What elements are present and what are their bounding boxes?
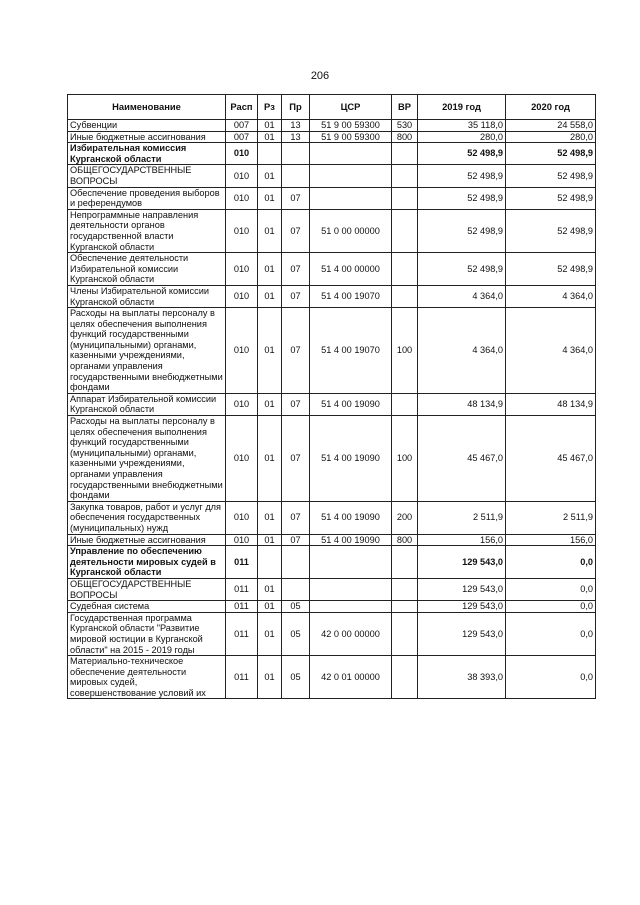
cell-rz: 01 bbox=[258, 656, 282, 699]
cell-rasp: 007 bbox=[226, 131, 258, 143]
table-row bbox=[68, 656, 596, 699]
cell-name: Закупка товаров, работ и услуг для обеспечения государственных (муниципальных) нужд bbox=[68, 501, 226, 534]
cell-pr: 07 bbox=[282, 534, 310, 546]
cell-2019: 4 364,0 bbox=[418, 308, 506, 394]
cell-csr: 51 4 00 19090 bbox=[310, 501, 392, 534]
cell-pr: 07 bbox=[282, 285, 310, 307]
cell-pr: 07 bbox=[282, 253, 310, 286]
cell-vr bbox=[392, 143, 418, 165]
cell-csr bbox=[310, 187, 392, 209]
cell-2019: 38 393,0 bbox=[418, 656, 506, 699]
table-row bbox=[68, 209, 596, 252]
cell-rz: 01 bbox=[258, 131, 282, 143]
cell-csr: 51 4 00 00000 bbox=[310, 253, 392, 286]
cell-rz: 01 bbox=[258, 187, 282, 209]
cell-rasp: 010 bbox=[226, 253, 258, 286]
cell-rasp: 010 bbox=[226, 308, 258, 394]
cell-rasp: 010 bbox=[226, 143, 258, 165]
cell-rz: 01 bbox=[258, 612, 282, 655]
col-header-rz: Рз bbox=[258, 95, 282, 120]
cell-2019: 280,0 bbox=[418, 131, 506, 143]
cell-csr bbox=[310, 546, 392, 579]
cell-rasp: 011 bbox=[226, 578, 258, 600]
cell-name: Обеспечение деятельности Избирательной комиссии Курганской области bbox=[68, 253, 226, 286]
table-row bbox=[68, 165, 596, 187]
cell-rasp: 007 bbox=[226, 120, 258, 132]
table-row bbox=[68, 601, 596, 613]
cell-name: Расходы на выплаты персоналу в целях обеспечения выполнения функций государственными (муниципальными) органами, казенными учреждениями, органами управления государственными внебюджетными фондами bbox=[68, 416, 226, 502]
cell-pr: 13 bbox=[282, 131, 310, 143]
page-number: 206 bbox=[310, 70, 330, 82]
col-header-name: Наименование bbox=[68, 95, 226, 120]
cell-2020: 280,0 bbox=[506, 131, 596, 143]
cell-vr bbox=[392, 612, 418, 655]
cell-rasp: 010 bbox=[226, 416, 258, 502]
cell-name: Судебная система bbox=[68, 601, 226, 613]
table-row bbox=[68, 285, 596, 307]
cell-csr: 51 4 00 19090 bbox=[310, 416, 392, 502]
cell-vr bbox=[392, 578, 418, 600]
table-row bbox=[68, 131, 596, 143]
cell-pr bbox=[282, 546, 310, 579]
cell-rz: 01 bbox=[258, 165, 282, 187]
budget-table bbox=[67, 94, 596, 699]
cell-csr: 51 4 00 19070 bbox=[310, 308, 392, 394]
cell-rz: 01 bbox=[258, 253, 282, 286]
cell-vr: 800 bbox=[392, 131, 418, 143]
cell-csr bbox=[310, 578, 392, 600]
cell-rz: 01 bbox=[258, 209, 282, 252]
table-row bbox=[68, 546, 596, 579]
col-header-rasp: Расп bbox=[226, 95, 258, 120]
cell-name: Субвенции bbox=[68, 120, 226, 132]
cell-2019: 52 498,9 bbox=[418, 209, 506, 252]
cell-csr: 51 4 00 19070 bbox=[310, 285, 392, 307]
cell-rz: 01 bbox=[258, 285, 282, 307]
cell-pr bbox=[282, 165, 310, 187]
cell-vr bbox=[392, 393, 418, 415]
cell-rz: 01 bbox=[258, 501, 282, 534]
cell-vr: 530 bbox=[392, 120, 418, 132]
cell-csr: 51 0 00 00000 bbox=[310, 209, 392, 252]
cell-csr: 51 4 00 19090 bbox=[310, 393, 392, 415]
cell-csr bbox=[310, 601, 392, 613]
cell-vr: 200 bbox=[392, 501, 418, 534]
cell-vr: 800 bbox=[392, 534, 418, 546]
cell-csr: 51 9 00 59300 bbox=[310, 120, 392, 132]
cell-pr: 07 bbox=[282, 416, 310, 502]
cell-name: Иные бюджетные ассигнования bbox=[68, 131, 226, 143]
cell-name: Обеспечение проведения выборов и референдумов bbox=[68, 187, 226, 209]
cell-pr: 05 bbox=[282, 656, 310, 699]
cell-csr: 42 0 01 00000 bbox=[310, 656, 392, 699]
table-row bbox=[68, 187, 596, 209]
cell-name: Управление по обеспечению деятельности мировых судей в Курганской области bbox=[68, 546, 226, 579]
cell-csr bbox=[310, 143, 392, 165]
cell-rz: 01 bbox=[258, 416, 282, 502]
col-header-vr: ВР bbox=[392, 95, 418, 120]
cell-name: Государственная программа Курганской области "Развитие мировой юстиции в Курганской области" на 2015 - 2019 годы bbox=[68, 612, 226, 655]
table-row bbox=[68, 253, 596, 286]
cell-rasp: 011 bbox=[226, 656, 258, 699]
col-header-csr: ЦСР bbox=[310, 95, 392, 120]
cell-rasp: 010 bbox=[226, 165, 258, 187]
cell-2020: 4 364,0 bbox=[506, 308, 596, 394]
cell-2019: 35 118,0 bbox=[418, 120, 506, 132]
cell-2020: 0,0 bbox=[506, 601, 596, 613]
cell-2019: 129 543,0 bbox=[418, 612, 506, 655]
cell-rz: 01 bbox=[258, 393, 282, 415]
col-header-pr: Пр bbox=[282, 95, 310, 120]
cell-rz: 01 bbox=[258, 308, 282, 394]
cell-vr: 100 bbox=[392, 416, 418, 502]
cell-pr: 07 bbox=[282, 187, 310, 209]
cell-rz: 01 bbox=[258, 578, 282, 600]
cell-rasp: 010 bbox=[226, 534, 258, 546]
table-body bbox=[68, 120, 596, 699]
cell-rasp: 011 bbox=[226, 612, 258, 655]
cell-2019: 129 543,0 bbox=[418, 546, 506, 579]
cell-2020: 52 498,9 bbox=[506, 165, 596, 187]
cell-rasp: 010 bbox=[226, 209, 258, 252]
cell-2020: 52 498,9 bbox=[506, 209, 596, 252]
cell-csr bbox=[310, 165, 392, 187]
cell-name: Члены Избирательной комиссии Курганской области bbox=[68, 285, 226, 307]
cell-2020: 156,0 bbox=[506, 534, 596, 546]
cell-pr: 07 bbox=[282, 393, 310, 415]
table-row bbox=[68, 416, 596, 502]
cell-name: Расходы на выплаты персоналу в целях обеспечения выполнения функций государственными (муниципальными) органами, казенными учреждениями, органами управления государственными внебюджетными фондами bbox=[68, 308, 226, 394]
table-row bbox=[68, 120, 596, 132]
table-header-row bbox=[68, 95, 596, 120]
cell-vr bbox=[392, 285, 418, 307]
cell-rz: 01 bbox=[258, 534, 282, 546]
cell-2020: 0,0 bbox=[506, 546, 596, 579]
cell-2020: 4 364,0 bbox=[506, 285, 596, 307]
table-row bbox=[68, 612, 596, 655]
cell-2019: 129 543,0 bbox=[418, 601, 506, 613]
cell-rasp: 010 bbox=[226, 285, 258, 307]
cell-pr: 07 bbox=[282, 209, 310, 252]
cell-2019: 52 498,9 bbox=[418, 187, 506, 209]
table-row bbox=[68, 308, 596, 394]
col-header-2020: 2020 год bbox=[506, 95, 596, 120]
cell-rz bbox=[258, 143, 282, 165]
cell-csr: 42 0 00 00000 bbox=[310, 612, 392, 655]
cell-rasp: 010 bbox=[226, 187, 258, 209]
cell-2020: 52 498,9 bbox=[506, 253, 596, 286]
cell-name: Непрограммные направления деятельности органов государственной власти Курганской области bbox=[68, 209, 226, 252]
cell-rasp: 010 bbox=[226, 501, 258, 534]
cell-2020: 45 467,0 bbox=[506, 416, 596, 502]
table-row bbox=[68, 393, 596, 415]
cell-2020: 52 498,9 bbox=[506, 187, 596, 209]
cell-pr: 13 bbox=[282, 120, 310, 132]
cell-pr: 05 bbox=[282, 612, 310, 655]
table-row bbox=[68, 143, 596, 165]
cell-2020: 48 134,9 bbox=[506, 393, 596, 415]
cell-rz: 01 bbox=[258, 601, 282, 613]
cell-2019: 52 498,9 bbox=[418, 143, 506, 165]
cell-name: ОБЩЕГОСУДАРСТВЕННЫЕ ВОПРОСЫ bbox=[68, 165, 226, 187]
cell-2019: 129 543,0 bbox=[418, 578, 506, 600]
cell-name: Материально-техническое обеспечение деятельности мировых судей, совершенствование условий их bbox=[68, 656, 226, 699]
cell-vr bbox=[392, 253, 418, 286]
table-row bbox=[68, 578, 596, 600]
cell-name: ОБЩЕГОСУДАРСТВЕННЫЕ ВОПРОСЫ bbox=[68, 578, 226, 600]
cell-2020: 52 498,9 bbox=[506, 143, 596, 165]
cell-vr bbox=[392, 656, 418, 699]
cell-2019: 4 364,0 bbox=[418, 285, 506, 307]
cell-pr bbox=[282, 143, 310, 165]
col-header-2019: 2019 год bbox=[418, 95, 506, 120]
cell-2020: 2 511,9 bbox=[506, 501, 596, 534]
cell-vr bbox=[392, 601, 418, 613]
cell-vr bbox=[392, 187, 418, 209]
cell-2019: 52 498,9 bbox=[418, 253, 506, 286]
cell-2019: 2 511,9 bbox=[418, 501, 506, 534]
cell-vr bbox=[392, 546, 418, 579]
cell-2020: 24 558,0 bbox=[506, 120, 596, 132]
cell-rasp: 010 bbox=[226, 393, 258, 415]
cell-rasp: 011 bbox=[226, 546, 258, 579]
cell-name: Избирательная комиссия Курганской области bbox=[68, 143, 226, 165]
cell-2020: 0,0 bbox=[506, 578, 596, 600]
cell-csr: 51 9 00 59300 bbox=[310, 131, 392, 143]
cell-2019: 45 467,0 bbox=[418, 416, 506, 502]
cell-pr bbox=[282, 578, 310, 600]
cell-2019: 156,0 bbox=[418, 534, 506, 546]
cell-name: Иные бюджетные ассигнования bbox=[68, 534, 226, 546]
cell-csr: 51 4 00 19090 bbox=[310, 534, 392, 546]
cell-pr: 05 bbox=[282, 601, 310, 613]
cell-rasp: 011 bbox=[226, 601, 258, 613]
cell-vr bbox=[392, 209, 418, 252]
cell-2020: 0,0 bbox=[506, 656, 596, 699]
cell-pr: 07 bbox=[282, 501, 310, 534]
cell-rz bbox=[258, 546, 282, 579]
cell-2020: 0,0 bbox=[506, 612, 596, 655]
cell-2019: 48 134,9 bbox=[418, 393, 506, 415]
cell-2019: 52 498,9 bbox=[418, 165, 506, 187]
cell-vr: 100 bbox=[392, 308, 418, 394]
table-row bbox=[68, 501, 596, 534]
cell-name: Аппарат Избирательной комиссии Курганской области bbox=[68, 393, 226, 415]
table-row bbox=[68, 534, 596, 546]
cell-pr: 07 bbox=[282, 308, 310, 394]
cell-rz: 01 bbox=[258, 120, 282, 132]
cell-vr bbox=[392, 165, 418, 187]
